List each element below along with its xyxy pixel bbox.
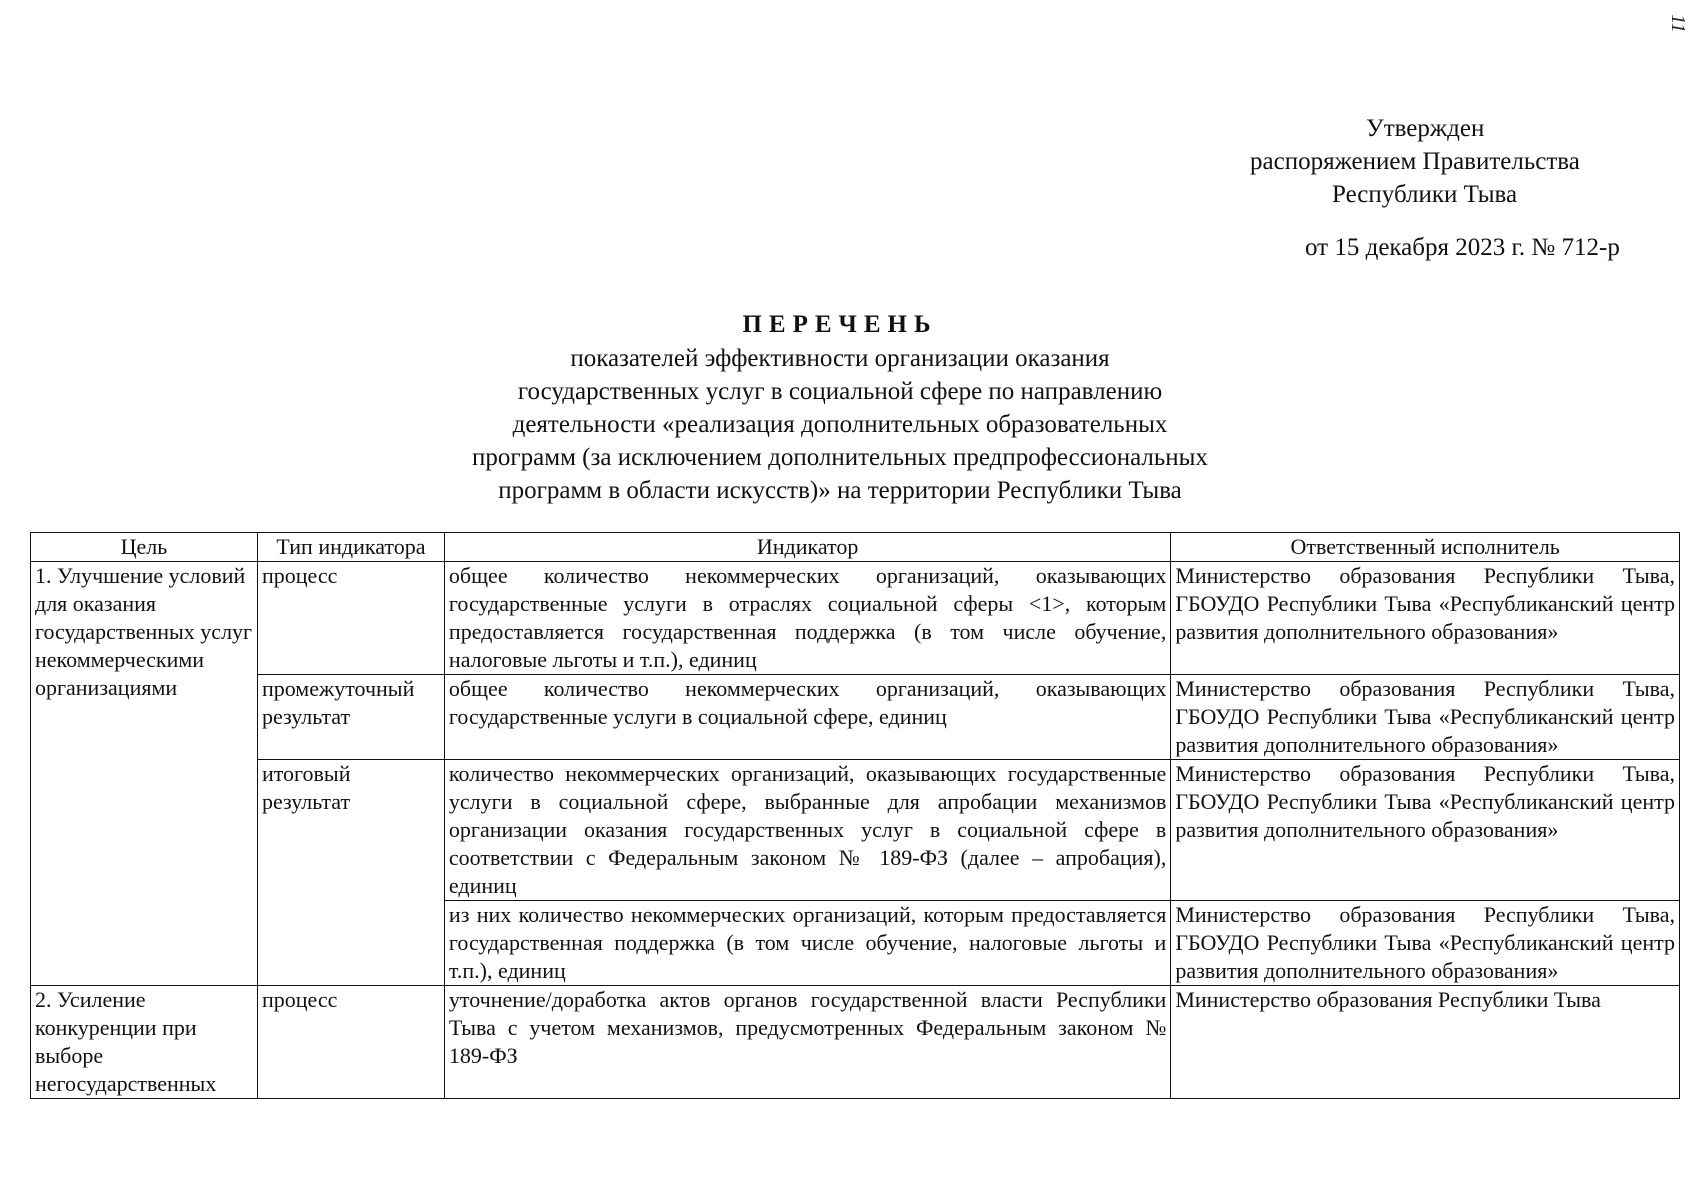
- indicator-type-cell: итоговый результат: [257, 760, 444, 986]
- header-responsible: Ответственный исполнитель: [1171, 533, 1680, 562]
- indicator-cell: общее количество некоммерческих организаций, оказывающих государственные услуги в отраслях социальной сферы <1>, которым предоставляется государственная поддержка (в том числе обучение, налоговые льготы и т.п.), единиц: [444, 562, 1170, 675]
- subtitle-line: государственных услуг в социальной сфере по направлению: [517, 378, 1163, 405]
- goal-cell: 2. Усиление конкуренции при выборе негосударственных: [31, 986, 258, 1099]
- page-number-mark: 11: [1667, 14, 1690, 33]
- indicator-cell: количество некоммерческих организаций, оказывающих государственные услуги в социальной сфере, выбранные для апробации механизмов организации оказания государственных услуг в социальной сфере в соответствии с Федеральным законом № 189-ФЗ (далее – апробация), единиц: [444, 760, 1170, 901]
- header-indicator-type: Тип индикатора: [257, 533, 444, 562]
- table-row: [31, 760, 1680, 901]
- document-subtitle: [400, 342, 1280, 507]
- approval-line-approved: Утвержден: [1366, 115, 1485, 142]
- header-goal: Цель: [31, 533, 258, 562]
- table-row: [31, 562, 1680, 675]
- table-header-row: [31, 533, 1680, 562]
- document-title: ПЕРЕЧЕНЬ: [742, 311, 938, 338]
- table-row: [31, 675, 1680, 760]
- approval-line-republic: Республики Тыва: [1332, 181, 1518, 208]
- approval-line-order: распоряжением Правительства: [1250, 148, 1580, 175]
- responsible-cell: Министерство образования Республики Тыва, ГБОУДО Республики Тыва «Республиканский центр развития дополнительного образования»: [1171, 760, 1680, 901]
- indicator-type-cell: процесс: [257, 986, 444, 1099]
- indicator-cell: из них количество некоммерческих организаций, которым предоставляется государственная поддержка (в том числе обучение, налоговые льготы и т.п.), единиц: [444, 901, 1170, 986]
- subtitle-line: программ (за исключением дополнительных предпрофессиональных: [472, 444, 1208, 471]
- indicators-table: [30, 532, 1680, 1099]
- subtitle-line: показателей эффективности организации оказания: [570, 345, 1110, 372]
- subtitle-line: деятельности «реализация дополнительных образовательных: [512, 411, 1168, 438]
- indicator-cell: уточнение/доработка актов органов государственной власти Республики Тыва с учетом механизмов, предусмотренных Федеральным законом № 189-ФЗ: [444, 986, 1170, 1099]
- approval-stamp: [1180, 112, 1680, 264]
- responsible-cell: Министерство образования Республики Тыва: [1171, 986, 1680, 1099]
- subtitle-line: программ в области искусств)» на территории Республики Тыва: [498, 477, 1182, 504]
- indicator-type-cell: промежуточный результат: [257, 675, 444, 760]
- responsible-cell: Министерство образования Республики Тыва, ГБОУДО Республики Тыва «Республиканский центр развития дополнительного образования»: [1171, 562, 1680, 675]
- approval-date-number: от 15 декабря 2023 г. № 712-р: [1305, 234, 1620, 261]
- responsible-cell: Министерство образования Республики Тыва, ГБОУДО Республики Тыва «Республиканский центр развития дополнительного образования»: [1171, 901, 1680, 986]
- goal-cell: 1. Улучшение условий для оказания государственных услуг некоммерческими организациями: [31, 562, 258, 986]
- table-row: [31, 986, 1680, 1099]
- indicator-type-cell: процесс: [257, 562, 444, 675]
- header-indicator: Индикатор: [444, 533, 1170, 562]
- indicator-cell: общее количество некоммерческих организаций, оказывающих государственные услуги в социальной сфере, единиц: [444, 675, 1170, 760]
- title-block: [400, 308, 1280, 507]
- responsible-cell: Министерство образования Республики Тыва, ГБОУДО Республики Тыва «Республиканский центр развития дополнительного образования»: [1171, 675, 1680, 760]
